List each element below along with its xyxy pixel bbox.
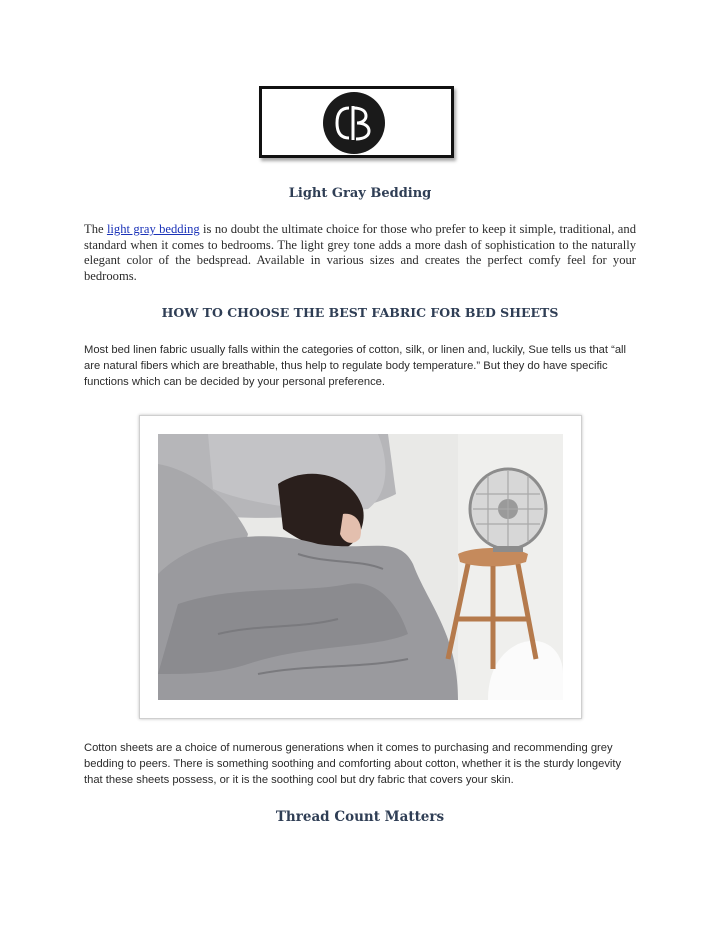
light-gray-bedding-link[interactable]: light gray bedding (106, 222, 200, 236)
paragraph-cotton-sheets: Cotton sheets are a choice of numerous generations when it comes to purchasing and recommending grey bedding to peers. There is something soothing and comforting about cotton, whether it is the sturdy longevity that these sheets possess, or it is the soothing cool but dry fabric that covers your skin. (84, 742, 622, 786)
heading-choose-fabric: HOW TO CHOOSE THE BEST FABRIC FOR BED SHEETS (161, 305, 559, 320)
para1-text-end: is no doubt the ultimate choice for those who prefer to keep it simple, traditional, and standard when it comes to bedrooms. The light grey tone adds a more dash of sophistication to the naturally elegant color of the bedspread. Available in various sizes and creates the perfect comfy feel for your bedrooms. (84, 222, 636, 283)
cb-logo-icon (323, 92, 385, 154)
paragraph-light-gray-bedding (84, 222, 636, 284)
paragraph-bed-linen-fabric: Most bed linen fabric usually falls within the categories of cotton, silk, or linen and, luckily, Sue tells us that “all are natural fibers which are breathable, thus help to regulate body temperature.” But they do have specific functions which can be decided by your personal preference. (84, 344, 627, 388)
heading-thread-count: Thread Count Matters (275, 809, 445, 825)
para1-text-start: The (84, 222, 107, 236)
bedding-photo (158, 434, 563, 700)
heading-light-gray-bedding: Light Gray Bedding (288, 186, 432, 201)
